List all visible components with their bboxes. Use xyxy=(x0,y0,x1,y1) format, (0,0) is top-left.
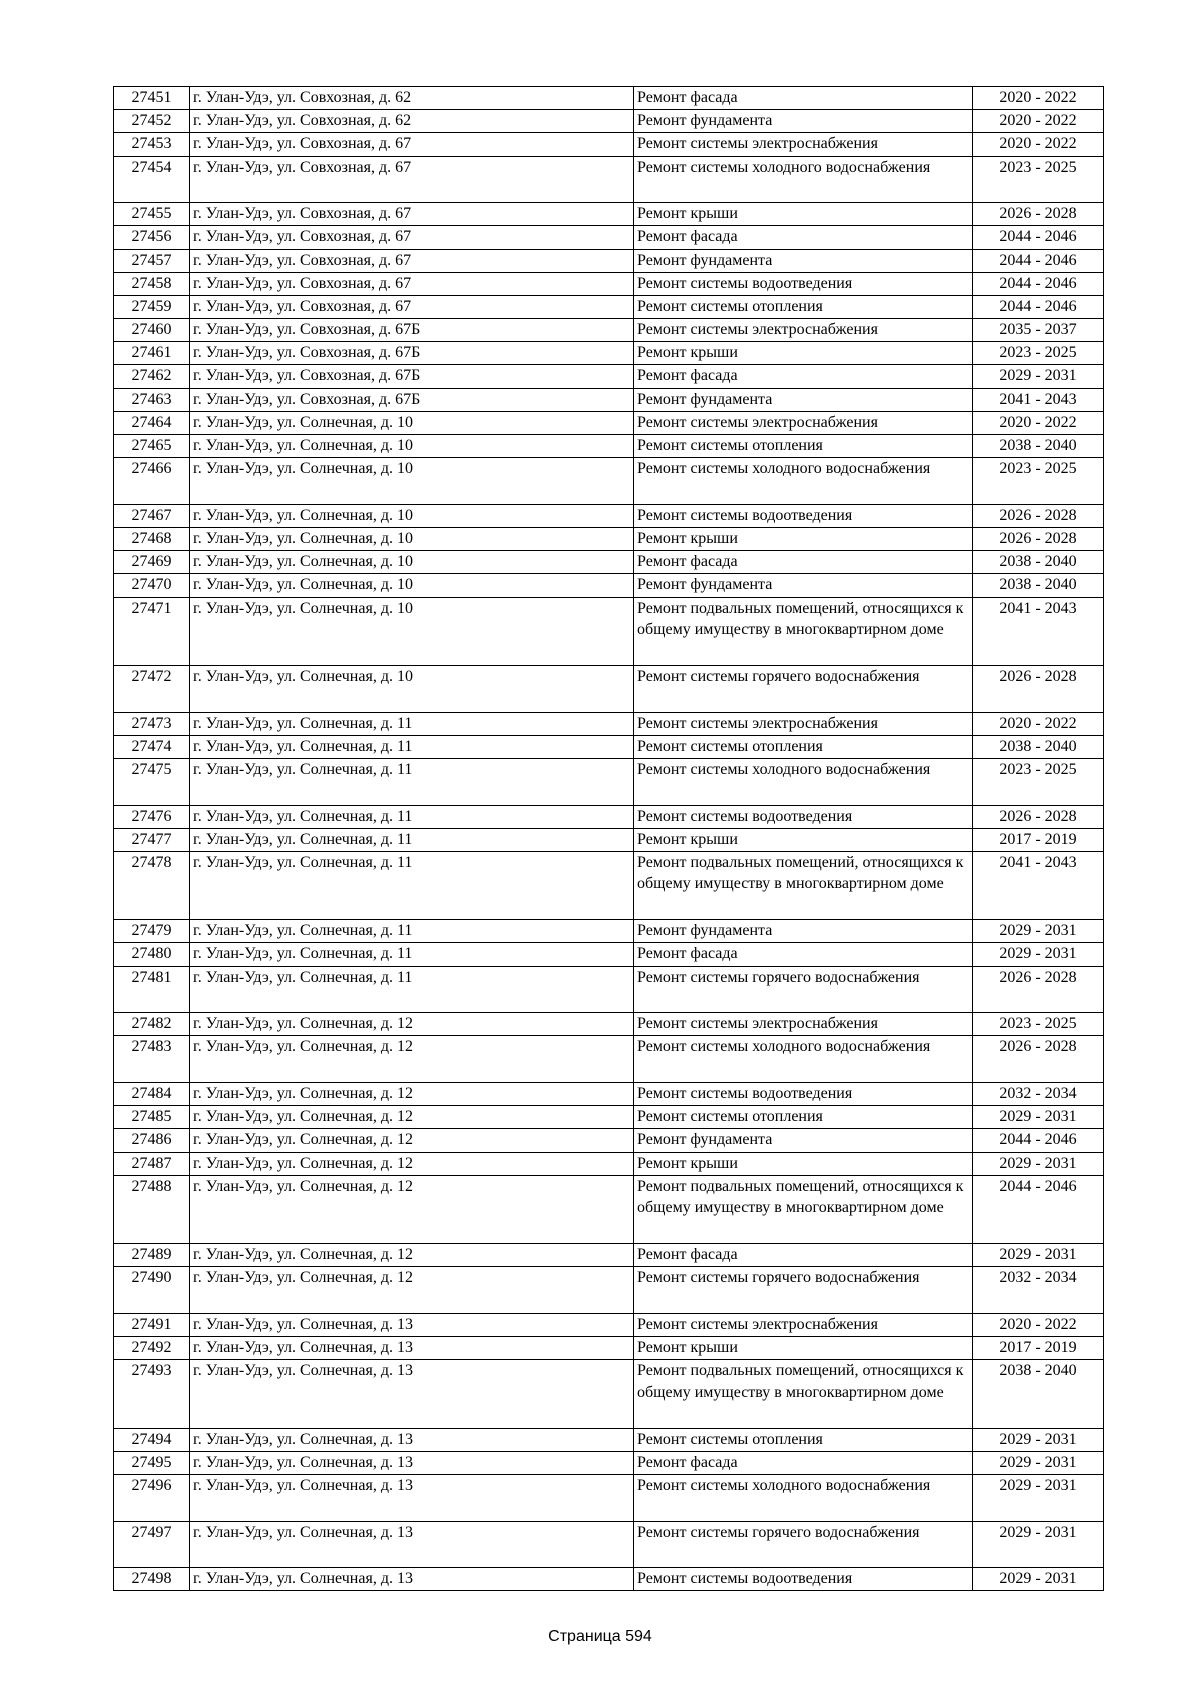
work-type-cell: Ремонт фундамента xyxy=(634,110,973,133)
address-cell: г. Улан-Удэ, ул. Солнечная, д. 12 xyxy=(190,1175,634,1243)
work-type-cell: Ремонт подвальных помещений, относящихся к общему имуществу в многоквартирном доме xyxy=(634,851,973,919)
work-type-cell: Ремонт системы отопления xyxy=(634,295,973,318)
table-row xyxy=(114,1360,1104,1428)
work-type-cell: Ремонт системы водоотведения xyxy=(634,1083,973,1106)
table-row xyxy=(114,435,1104,458)
table-row xyxy=(114,665,1104,712)
row-number: 27455 xyxy=(114,203,190,226)
work-type-cell: Ремонт крыши xyxy=(634,828,973,851)
table-row xyxy=(114,1129,1104,1152)
row-number: 27456 xyxy=(114,226,190,249)
table-row xyxy=(114,156,1104,203)
period-cell: 2020 - 2022 xyxy=(973,411,1104,434)
work-type-cell: Ремонт системы электроснабжения xyxy=(634,712,973,735)
row-number: 27487 xyxy=(114,1152,190,1175)
row-number: 27472 xyxy=(114,665,190,712)
work-type-cell: Ремонт системы холодного водоснабжения xyxy=(634,758,973,805)
address-cell: г. Улан-Удэ, ул. Совхозная, д. 67 xyxy=(190,156,634,203)
address-cell: г. Улан-Удэ, ул. Солнечная, д. 10 xyxy=(190,411,634,434)
address-cell: г. Улан-Удэ, ул. Солнечная, д. 11 xyxy=(190,758,634,805)
period-cell: 2041 - 2043 xyxy=(973,597,1104,665)
work-type-cell: Ремонт системы отопления xyxy=(634,735,973,758)
table-row xyxy=(114,203,1104,226)
period-cell: 2029 - 2031 xyxy=(973,365,1104,388)
address-cell: г. Улан-Удэ, ул. Солнечная, д. 11 xyxy=(190,828,634,851)
period-cell: 2023 - 2025 xyxy=(973,1013,1104,1036)
address-cell: г. Улан-Удэ, ул. Совхозная, д. 67 xyxy=(190,272,634,295)
table-row xyxy=(114,943,1104,966)
work-type-cell: Ремонт системы водоотведения xyxy=(634,504,973,527)
period-cell: 2038 - 2040 xyxy=(973,735,1104,758)
table-row xyxy=(114,504,1104,527)
table-row xyxy=(114,1175,1104,1243)
period-cell: 2029 - 2031 xyxy=(973,1106,1104,1129)
work-type-cell: Ремонт системы горячего водоснабжения xyxy=(634,1267,973,1314)
work-type-cell: Ремонт подвальных помещений, относящихся к общему имуществу в многоквартирном доме xyxy=(634,1175,973,1243)
table-row xyxy=(114,1337,1104,1360)
row-number: 27460 xyxy=(114,319,190,342)
row-number: 27476 xyxy=(114,805,190,828)
table-row xyxy=(114,551,1104,574)
table-row xyxy=(114,1568,1104,1591)
row-number: 27452 xyxy=(114,110,190,133)
work-type-cell: Ремонт фасада xyxy=(634,551,973,574)
row-number: 27495 xyxy=(114,1451,190,1474)
work-type-cell: Ремонт крыши xyxy=(634,1152,973,1175)
row-number: 27470 xyxy=(114,574,190,597)
period-cell: 2032 - 2034 xyxy=(973,1083,1104,1106)
row-number: 27486 xyxy=(114,1129,190,1152)
work-type-cell: Ремонт системы холодного водоснабжения xyxy=(634,458,973,505)
work-type-cell: Ремонт системы горячего водоснабжения xyxy=(634,665,973,712)
row-number: 27475 xyxy=(114,758,190,805)
work-type-cell: Ремонт системы отопления xyxy=(634,1106,973,1129)
period-cell: 2029 - 2031 xyxy=(973,1244,1104,1267)
table-row xyxy=(114,295,1104,318)
work-type-cell: Ремонт фасада xyxy=(634,1244,973,1267)
address-cell: г. Улан-Удэ, ул. Солнечная, д. 12 xyxy=(190,1106,634,1129)
address-cell: г. Улан-Удэ, ул. Солнечная, д. 12 xyxy=(190,1013,634,1036)
period-cell: 2020 - 2022 xyxy=(973,1313,1104,1336)
address-cell: г. Улан-Удэ, ул. Солнечная, д. 11 xyxy=(190,735,634,758)
table-row xyxy=(114,735,1104,758)
table-row xyxy=(114,319,1104,342)
address-cell: г. Улан-Удэ, ул. Совхозная, д. 62 xyxy=(190,87,634,110)
repair-schedule-table xyxy=(113,86,1104,1591)
period-cell: 2029 - 2031 xyxy=(973,1475,1104,1522)
period-cell: 2026 - 2028 xyxy=(973,528,1104,551)
address-cell: г. Улан-Удэ, ул. Солнечная, д. 13 xyxy=(190,1521,634,1568)
work-type-cell: Ремонт фасада xyxy=(634,365,973,388)
address-cell: г. Улан-Удэ, ул. Солнечная, д. 10 xyxy=(190,458,634,505)
period-cell: 2044 - 2046 xyxy=(973,226,1104,249)
address-cell: г. Улан-Удэ, ул. Совхозная, д. 67 xyxy=(190,133,634,156)
row-number: 27462 xyxy=(114,365,190,388)
period-cell: 2044 - 2046 xyxy=(973,1175,1104,1243)
work-type-cell: Ремонт системы горячего водоснабжения xyxy=(634,966,973,1013)
period-cell: 2020 - 2022 xyxy=(973,712,1104,735)
row-number: 27471 xyxy=(114,597,190,665)
address-cell: г. Улан-Удэ, ул. Совхозная, д. 67Б xyxy=(190,388,634,411)
address-cell: г. Улан-Удэ, ул. Солнечная, д. 10 xyxy=(190,528,634,551)
row-number: 27493 xyxy=(114,1360,190,1428)
work-type-cell: Ремонт системы водоотведения xyxy=(634,805,973,828)
period-cell: 2029 - 2031 xyxy=(973,1451,1104,1474)
work-type-cell: Ремонт системы водоотведения xyxy=(634,272,973,295)
address-cell: г. Улан-Удэ, ул. Солнечная, д. 13 xyxy=(190,1337,634,1360)
table-row xyxy=(114,712,1104,735)
work-type-cell: Ремонт системы горячего водоснабжения xyxy=(634,1521,973,1568)
period-cell: 2038 - 2040 xyxy=(973,435,1104,458)
period-cell: 2044 - 2046 xyxy=(973,249,1104,272)
row-number: 27454 xyxy=(114,156,190,203)
period-cell: 2044 - 2046 xyxy=(973,1129,1104,1152)
period-cell: 2038 - 2040 xyxy=(973,1360,1104,1428)
work-type-cell: Ремонт фасада xyxy=(634,226,973,249)
table-row xyxy=(114,87,1104,110)
table-row xyxy=(114,1451,1104,1474)
period-cell: 2029 - 2031 xyxy=(973,943,1104,966)
period-cell: 2038 - 2040 xyxy=(973,551,1104,574)
period-cell: 2023 - 2025 xyxy=(973,342,1104,365)
work-type-cell: Ремонт фундамента xyxy=(634,920,973,943)
row-number: 27498 xyxy=(114,1568,190,1591)
address-cell: г. Улан-Удэ, ул. Солнечная, д. 12 xyxy=(190,1129,634,1152)
address-cell: г. Улан-Удэ, ул. Солнечная, д. 12 xyxy=(190,1244,634,1267)
row-number: 27489 xyxy=(114,1244,190,1267)
period-cell: 2020 - 2022 xyxy=(973,133,1104,156)
table-row xyxy=(114,110,1104,133)
table-row xyxy=(114,411,1104,434)
address-cell: г. Улан-Удэ, ул. Солнечная, д. 12 xyxy=(190,1083,634,1106)
address-cell: г. Улан-Удэ, ул. Солнечная, д. 13 xyxy=(190,1313,634,1336)
table-row xyxy=(114,342,1104,365)
table-row xyxy=(114,1313,1104,1336)
period-cell: 2029 - 2031 xyxy=(973,920,1104,943)
table-row xyxy=(114,1106,1104,1129)
period-cell: 2029 - 2031 xyxy=(973,1521,1104,1568)
address-cell: г. Улан-Удэ, ул. Солнечная, д. 11 xyxy=(190,966,634,1013)
page-number: Страница 594 xyxy=(548,1628,652,1645)
table-row xyxy=(114,1428,1104,1451)
row-number: 27467 xyxy=(114,504,190,527)
row-number: 27477 xyxy=(114,828,190,851)
row-number: 27485 xyxy=(114,1106,190,1129)
period-cell: 2044 - 2046 xyxy=(973,295,1104,318)
period-cell: 2026 - 2028 xyxy=(973,1036,1104,1083)
period-cell: 2020 - 2022 xyxy=(973,110,1104,133)
address-cell: г. Улан-Удэ, ул. Совхозная, д. 67 xyxy=(190,295,634,318)
period-cell: 2023 - 2025 xyxy=(973,458,1104,505)
table-row xyxy=(114,458,1104,505)
table-row xyxy=(114,1267,1104,1314)
address-cell: г. Улан-Удэ, ул. Солнечная, д. 12 xyxy=(190,1267,634,1314)
table-row xyxy=(114,388,1104,411)
row-number: 27479 xyxy=(114,920,190,943)
row-number: 27465 xyxy=(114,435,190,458)
table-row xyxy=(114,133,1104,156)
table-row xyxy=(114,1475,1104,1522)
address-cell: г. Улан-Удэ, ул. Солнечная, д. 12 xyxy=(190,1152,634,1175)
address-cell: г. Улан-Удэ, ул. Совхозная, д. 67 xyxy=(190,226,634,249)
table-row xyxy=(114,805,1104,828)
row-number: 27483 xyxy=(114,1036,190,1083)
period-cell: 2032 - 2034 xyxy=(973,1267,1104,1314)
address-cell: г. Улан-Удэ, ул. Солнечная, д. 10 xyxy=(190,665,634,712)
table-row xyxy=(114,966,1104,1013)
address-cell: г. Улан-Удэ, ул. Солнечная, д. 12 xyxy=(190,1036,634,1083)
work-type-cell: Ремонт системы электроснабжения xyxy=(634,133,973,156)
period-cell: 2026 - 2028 xyxy=(973,504,1104,527)
address-cell: г. Улан-Удэ, ул. Солнечная, д. 10 xyxy=(190,551,634,574)
table-row xyxy=(114,1521,1104,1568)
work-type-cell: Ремонт системы отопления xyxy=(634,435,973,458)
address-cell: г. Улан-Удэ, ул. Солнечная, д. 10 xyxy=(190,597,634,665)
row-number: 27473 xyxy=(114,712,190,735)
row-number: 27474 xyxy=(114,735,190,758)
address-cell: г. Улан-Удэ, ул. Солнечная, д. 10 xyxy=(190,504,634,527)
address-cell: г. Улан-Удэ, ул. Совхозная, д. 67 xyxy=(190,203,634,226)
table-row xyxy=(114,249,1104,272)
table-row xyxy=(114,920,1104,943)
row-number: 27490 xyxy=(114,1267,190,1314)
row-number: 27451 xyxy=(114,87,190,110)
work-type-cell: Ремонт системы отопления xyxy=(634,1428,973,1451)
period-cell: 2026 - 2028 xyxy=(973,665,1104,712)
period-cell: 2035 - 2037 xyxy=(973,319,1104,342)
address-cell: г. Улан-Удэ, ул. Солнечная, д. 11 xyxy=(190,920,634,943)
period-cell: 2041 - 2043 xyxy=(973,388,1104,411)
row-number: 27453 xyxy=(114,133,190,156)
table-row xyxy=(114,574,1104,597)
address-cell: г. Улан-Удэ, ул. Солнечная, д. 13 xyxy=(190,1451,634,1474)
row-number: 27488 xyxy=(114,1175,190,1243)
row-number: 27469 xyxy=(114,551,190,574)
address-cell: г. Улан-Удэ, ул. Совхозная, д. 67 xyxy=(190,249,634,272)
row-number: 27468 xyxy=(114,528,190,551)
period-cell: 2023 - 2025 xyxy=(973,156,1104,203)
row-number: 27496 xyxy=(114,1475,190,1522)
work-type-cell: Ремонт системы водоотведения xyxy=(634,1568,973,1591)
document-sheet xyxy=(113,86,1104,1591)
work-type-cell: Ремонт системы холодного водоснабжения xyxy=(634,156,973,203)
period-cell: 2044 - 2046 xyxy=(973,272,1104,295)
work-type-cell: Ремонт подвальных помещений, относящихся к общему имуществу в многоквартирном доме xyxy=(634,597,973,665)
address-cell: г. Улан-Удэ, ул. Совхозная, д. 67Б xyxy=(190,319,634,342)
table-row xyxy=(114,1152,1104,1175)
work-type-cell: Ремонт системы электроснабжения xyxy=(634,1313,973,1336)
work-type-cell: Ремонт фасада xyxy=(634,943,973,966)
work-type-cell: Ремонт фасада xyxy=(634,1451,973,1474)
row-number: 27458 xyxy=(114,272,190,295)
table-row xyxy=(114,1083,1104,1106)
work-type-cell: Ремонт системы холодного водоснабжения xyxy=(634,1036,973,1083)
period-cell: 2023 - 2025 xyxy=(973,758,1104,805)
row-number: 27478 xyxy=(114,851,190,919)
address-cell: г. Улан-Удэ, ул. Солнечная, д. 11 xyxy=(190,943,634,966)
table-row xyxy=(114,1036,1104,1083)
address-cell: г. Улан-Удэ, ул. Солнечная, д. 10 xyxy=(190,574,634,597)
table-body xyxy=(114,87,1104,1591)
period-cell: 2026 - 2028 xyxy=(973,805,1104,828)
period-cell: 2026 - 2028 xyxy=(973,966,1104,1013)
table-row xyxy=(114,272,1104,295)
address-cell: г. Улан-Удэ, ул. Солнечная, д. 11 xyxy=(190,851,634,919)
work-type-cell: Ремонт системы электроснабжения xyxy=(634,411,973,434)
address-cell: г. Улан-Удэ, ул. Солнечная, д. 11 xyxy=(190,805,634,828)
row-number: 27461 xyxy=(114,342,190,365)
row-number: 27480 xyxy=(114,943,190,966)
period-cell: 2017 - 2019 xyxy=(973,1337,1104,1360)
address-cell: г. Улан-Удэ, ул. Совхозная, д. 67Б xyxy=(190,342,634,365)
address-cell: г. Улан-Удэ, ул. Совхозная, д. 62 xyxy=(190,110,634,133)
row-number: 27482 xyxy=(114,1013,190,1036)
period-cell: 2017 - 2019 xyxy=(973,828,1104,851)
work-type-cell: Ремонт системы холодного водоснабжения xyxy=(634,1475,973,1522)
period-cell: 2038 - 2040 xyxy=(973,574,1104,597)
row-number: 27491 xyxy=(114,1313,190,1336)
row-number: 27463 xyxy=(114,388,190,411)
work-type-cell: Ремонт крыши xyxy=(634,342,973,365)
address-cell: г. Улан-Удэ, ул. Солнечная, д. 13 xyxy=(190,1568,634,1591)
period-cell: 2029 - 2031 xyxy=(973,1568,1104,1591)
address-cell: г. Улан-Удэ, ул. Солнечная, д. 10 xyxy=(190,435,634,458)
table-row xyxy=(114,226,1104,249)
period-cell: 2026 - 2028 xyxy=(973,203,1104,226)
address-cell: г. Улан-Удэ, ул. Солнечная, д. 13 xyxy=(190,1475,634,1522)
row-number: 27484 xyxy=(114,1083,190,1106)
table-row xyxy=(114,365,1104,388)
table-row xyxy=(114,1244,1104,1267)
address-cell: г. Улан-Удэ, ул. Солнечная, д. 13 xyxy=(190,1360,634,1428)
work-type-cell: Ремонт фасада xyxy=(634,87,973,110)
row-number: 27457 xyxy=(114,249,190,272)
table-row xyxy=(114,1013,1104,1036)
work-type-cell: Ремонт фундамента xyxy=(634,1129,973,1152)
row-number: 27494 xyxy=(114,1428,190,1451)
work-type-cell: Ремонт подвальных помещений, относящихся к общему имуществу в многоквартирном доме xyxy=(634,1360,973,1428)
row-number: 27459 xyxy=(114,295,190,318)
table-row xyxy=(114,528,1104,551)
period-cell: 2029 - 2031 xyxy=(973,1428,1104,1451)
table-row xyxy=(114,828,1104,851)
address-cell: г. Улан-Удэ, ул. Совхозная, д. 67Б xyxy=(190,365,634,388)
work-type-cell: Ремонт фундамента xyxy=(634,388,973,411)
period-cell: 2041 - 2043 xyxy=(973,851,1104,919)
work-type-cell: Ремонт системы электроснабжения xyxy=(634,319,973,342)
work-type-cell: Ремонт фундамента xyxy=(634,574,973,597)
work-type-cell: Ремонт системы электроснабжения xyxy=(634,1013,973,1036)
work-type-cell: Ремонт фундамента xyxy=(634,249,973,272)
row-number: 27466 xyxy=(114,458,190,505)
row-number: 27497 xyxy=(114,1521,190,1568)
work-type-cell: Ремонт крыши xyxy=(634,528,973,551)
work-type-cell: Ремонт крыши xyxy=(634,203,973,226)
period-cell: 2020 - 2022 xyxy=(973,87,1104,110)
row-number: 27481 xyxy=(114,966,190,1013)
row-number: 27464 xyxy=(114,411,190,434)
work-type-cell: Ремонт крыши xyxy=(634,1337,973,1360)
table-row xyxy=(114,758,1104,805)
table-row xyxy=(114,597,1104,665)
address-cell: г. Улан-Удэ, ул. Солнечная, д. 13 xyxy=(190,1428,634,1451)
table-row xyxy=(114,851,1104,919)
period-cell: 2029 - 2031 xyxy=(973,1152,1104,1175)
row-number: 27492 xyxy=(114,1337,190,1360)
address-cell: г. Улан-Удэ, ул. Солнечная, д. 11 xyxy=(190,712,634,735)
